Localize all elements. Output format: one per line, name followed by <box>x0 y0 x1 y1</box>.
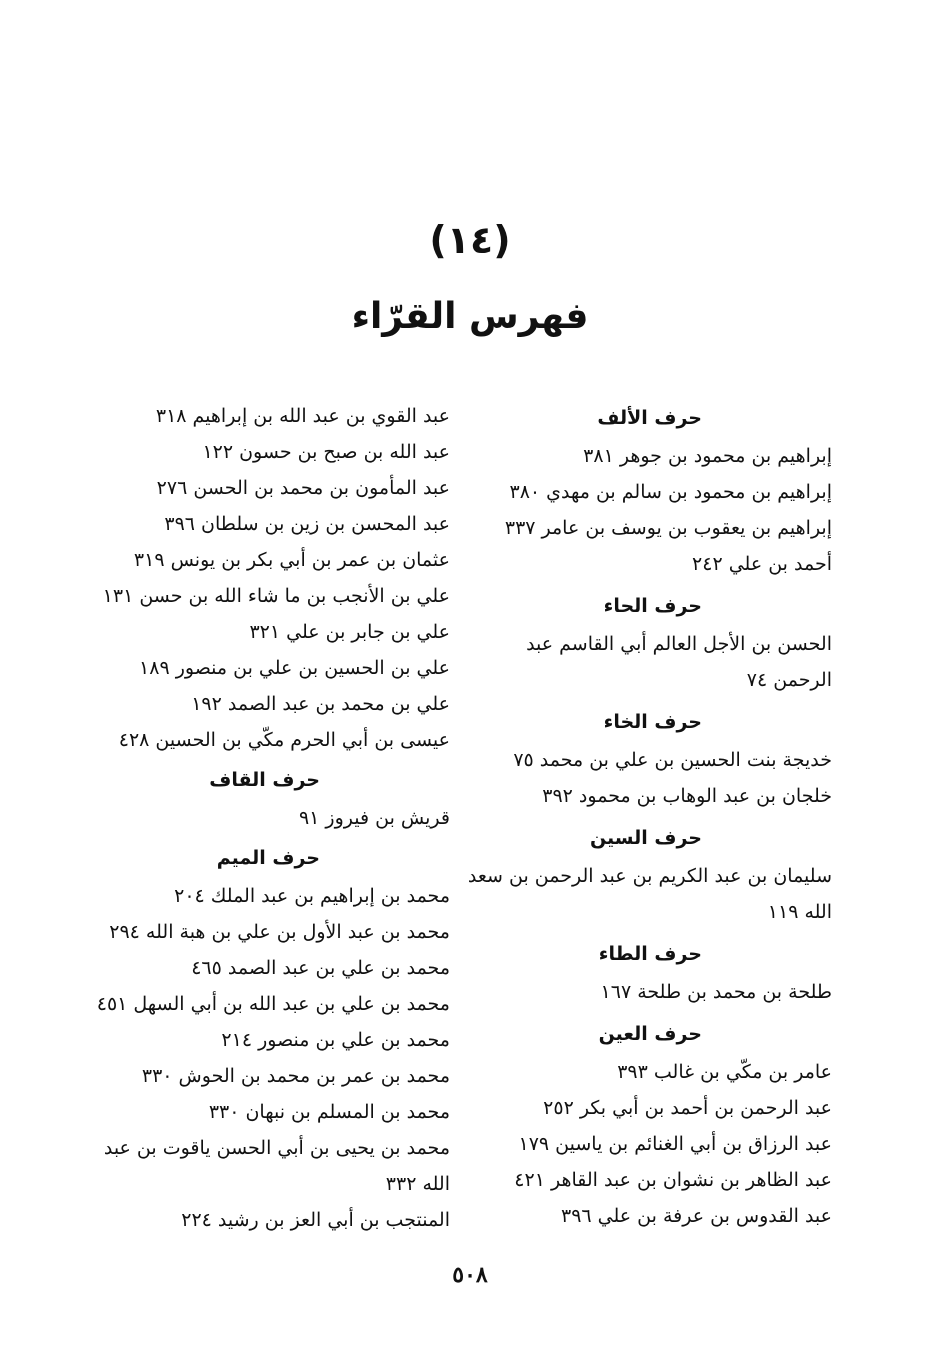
index-entry: الحسن بن الأجل العالم أبي القاسم عبد الرحمن ٧٤ <box>526 633 832 691</box>
section-heading: حرف القاف <box>209 769 320 791</box>
index-entry: علي بن جابر بن علي ٣٢١ <box>249 621 450 643</box>
index-entry: خلجان بن عبد الوهاب بن محمود ٣٩٢ <box>542 785 832 807</box>
index-entry: عبد الظاهر بن نشوان بن عبد القاهر ٤٢١ <box>514 1169 832 1191</box>
index-entry: عبد الرزاق بن أبي الغنائم بن ياسين ١٧٩ <box>518 1133 832 1155</box>
index-entry: عيسى بن أبي الحرم مكّي بن الحسين ٤٢٨ <box>118 729 450 751</box>
index-entry: عبد القدوس بن عرفة بن علي ٣٩٦ <box>561 1205 832 1227</box>
index-entry: عبد الرحمن بن أحمد بن أبي بكر ٢٥٢ <box>543 1097 832 1119</box>
index-entry: علي بن الحسين بن علي بن منصور ١٨٩ <box>139 657 450 679</box>
index-entry: إبراهيم بن محمود بن جوهر ٣٨١ <box>583 445 832 467</box>
index-entry: محمد بن عمر بن محمد بن الحوش ٣٣٠ <box>141 1065 450 1087</box>
index-entry: سليمان بن عبد الكريم بن عبد الرحمن بن سعد الله ١١٩ <box>467 865 832 923</box>
index-entry: عامر بن مكّي بن غالب ٣٩٣ <box>617 1061 832 1083</box>
chapter-number: (١٤) <box>429 218 511 262</box>
index-entry: محمد بن يحيى بن أبي الحسن ياقوت بن عبد الله ٣٣٢ <box>103 1137 450 1195</box>
index-entry: محمد بن إبراهيم بن عبد الملك ٢٠٤ <box>174 885 450 907</box>
section-heading: حرف الطاء <box>598 943 702 965</box>
index-entry: علي بن الأنجب بن ما شاء الله بن حسن ١٣١ <box>102 585 450 607</box>
index-entry: محمد بن علي بن عبد الله بن أبي السهل ٤٥١ <box>96 993 450 1015</box>
right-column <box>462 398 832 1234</box>
index-entry: خديجة بنت الحسين بن علي بن محمد ٧٥ <box>513 749 832 771</box>
section-heading: حرف الميم <box>216 847 320 869</box>
index-entry: عبد المأمون بن محمد بن الحسن ٢٧٦ <box>156 477 450 499</box>
index-entry: طلحة بن محمد بن طلحة ١٦٧ <box>600 981 832 1003</box>
index-title: فهرس القرّاء <box>351 296 589 337</box>
index-entry: علي بن محمد بن عبد الصمد ١٩٢ <box>191 693 450 715</box>
index-entry: عثمان بن عمر بن أبي بكر بن يونس ٣١٩ <box>133 549 450 571</box>
index-entry: المنتجب بن أبي العز بن رشيد ٢٢٤ <box>181 1209 450 1231</box>
section-heading: حرف الألف <box>597 407 702 429</box>
page-number: ٥٠٨ <box>452 1262 488 1288</box>
section-heading: حرف العين <box>598 1023 702 1045</box>
section-heading: حرف السين <box>589 827 702 849</box>
index-entry: عبد المحسن بن زين بن سلطان ٣٩٦ <box>164 513 450 535</box>
index-entry: إبراهيم بن محمود بن سالم بن مهدي ٣٨٠ <box>509 481 832 503</box>
section-heading: حرف الحاء <box>603 595 702 617</box>
index-entry: محمد بن علي بن منصور ٢١٤ <box>221 1029 450 1051</box>
index-entry: محمد بن علي بن عبد الصمد ٤٦٥ <box>191 957 450 979</box>
index-entry: عبد الله بن صبح بن حسون ١٢٢ <box>202 441 450 463</box>
index-entry: عبد القوي بن عبد الله بن إبراهيم ٣١٨ <box>155 405 450 427</box>
index-entry: محمد بن عبد الأول بن علي بن هبة الله ٢٩٤ <box>109 921 450 943</box>
index-entry: أحمد بن علي ٢٤٢ <box>692 553 832 575</box>
section-heading: حرف الخاء <box>603 711 702 733</box>
index-entry: محمد بن المسلم بن نبهان ٣٣٠ <box>208 1101 450 1123</box>
index-entry: قريش بن فيروز ٩١ <box>298 807 450 829</box>
left-column <box>80 398 450 1238</box>
index-entry: إبراهيم بن يعقوب بن يوسف بن عامر ٣٣٧ <box>504 517 832 539</box>
